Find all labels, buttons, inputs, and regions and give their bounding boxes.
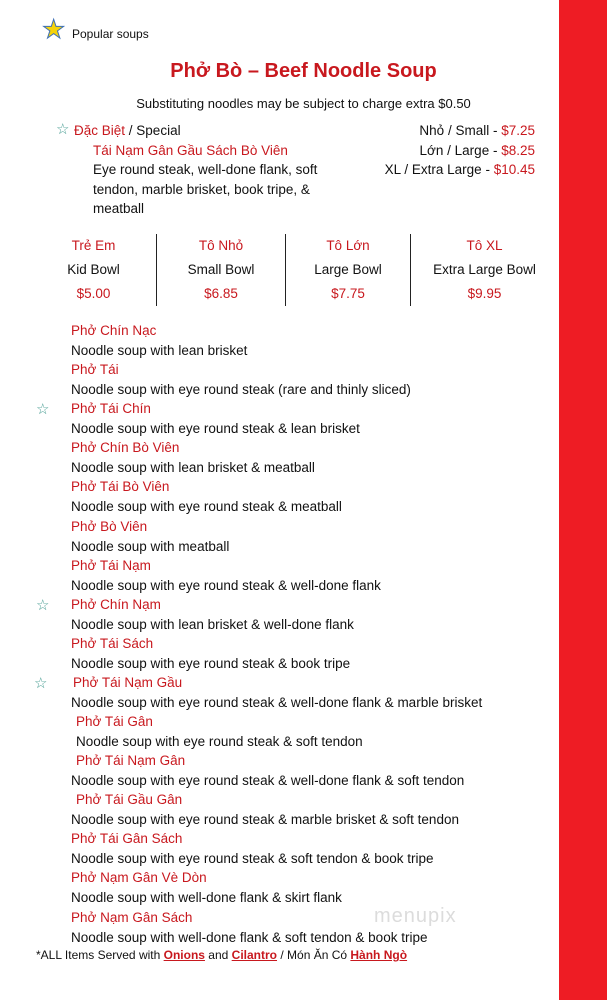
special-name-en: Special <box>136 123 181 138</box>
special-name-vi: Đặc Biệt <box>74 123 126 138</box>
item-description: Noodle soup with eye round steak (rare and thinly sliced) <box>71 382 411 397</box>
item-description: Noodle soup with eye round steak & soft tendon & book tripe <box>71 851 434 866</box>
item-description: Noodle soup with eye round steak & lean brisket <box>71 421 360 436</box>
item-description: Noodle soup with lean brisket & meatball <box>71 460 315 475</box>
star-icon: ★ <box>42 14 66 44</box>
item-name: Phở Tái Sách <box>71 636 154 651</box>
watermark: menupix <box>374 905 457 927</box>
item-description: Noodle soup with well-done flank & skirt flank <box>71 890 342 905</box>
item-description: Noodle soup with lean brisket & well-done flank <box>71 617 354 632</box>
item-name: Phở Nạm Gân Sách <box>71 910 193 925</box>
legend-text: Popular soups <box>72 27 149 41</box>
item-name: Phở Tái Chín <box>71 401 151 416</box>
item-description: Noodle soup with eye round steak & well-done flank <box>71 578 381 593</box>
substitution-note: Substituting noodles may be subject to charge extra $0.50 <box>136 96 471 111</box>
item-description: Noodle soup with meatball <box>71 539 230 554</box>
star-icon: ☆ <box>34 675 48 692</box>
item-name: Phở Tái Nạm Gầu <box>73 675 183 690</box>
item-name: Phở Chín Nạc <box>71 323 157 338</box>
cilantro-label: Cilantro <box>231 948 278 962</box>
item-description: Noodle soup with eye round steak & meatball <box>71 499 342 514</box>
special-size-small: Nhỏ / Small - $7.25 <box>419 123 535 138</box>
bowl-column-small: Tô Nhỏ Small Bowl $6.85 <box>187 238 255 301</box>
item-description: Noodle soup with eye round steak & soft tendon <box>76 734 363 749</box>
item-name: Phở Tái Gầu Gân <box>76 792 183 807</box>
onions-label: Onions <box>163 948 205 962</box>
bowl-column-xl: Tô XL Extra Large Bowl $9.95 <box>433 238 536 301</box>
item-name: Phở Tái Gân <box>76 714 153 729</box>
star-icon: ☆ <box>36 597 50 614</box>
hanh-ngo-label: Hành Ngò <box>350 948 408 962</box>
item-name: Phở Chín Bò Viên <box>71 440 180 455</box>
special-ingredients: Tái Nạm Gân Gầu Sách Bò Viên <box>93 143 288 158</box>
item-name: Phở Tái Gân Sách <box>71 831 183 846</box>
footer-note: *ALL Items Served with Onions and Cilantro / Món Ăn Có Hành Ngò <box>36 948 408 962</box>
item-name: Phở Tái Nạm <box>71 558 151 573</box>
item-description: Noodle soup with eye round steak & well-done flank & soft tendon <box>71 773 465 788</box>
special-name: Đặc Biệt / Special <box>74 123 181 138</box>
item-name: Phở Tái <box>71 362 119 377</box>
side-red-bar <box>559 0 607 1000</box>
column-divider <box>410 234 411 306</box>
special-description-line: tendon, marble brisket, book tripe, & <box>93 182 310 197</box>
item-description: Noodle soup with eye round steak & marble brisket & soft tendon <box>71 812 459 827</box>
bowl-column-large: Tô Lớn Large Bowl $7.75 <box>314 238 382 301</box>
special-description-line: meatball <box>93 201 145 216</box>
star-icon: ☆ <box>56 121 70 138</box>
column-divider <box>285 234 286 306</box>
item-description: Noodle soup with well-done flank & soft tendon & book tripe <box>71 930 428 945</box>
item-name: Phở Nạm Gân Vè Dòn <box>71 870 207 885</box>
special-size-xl: XL / Extra Large - $10.45 <box>384 162 535 177</box>
special-description-line: Eye round steak, well-done flank, soft <box>93 162 318 177</box>
item-name: Phở Tái Nạm Gân <box>76 753 186 768</box>
special-size-large: Lớn / Large - $8.25 <box>419 143 535 158</box>
item-description: Noodle soup with eye round steak & book tripe <box>71 656 351 671</box>
section-title: Phở Bò – Beef Noodle Soup <box>170 60 437 82</box>
item-description: Noodle soup with eye round steak & well-done flank & marble brisket <box>71 695 483 710</box>
item-name: Phở Tái Bò Viên <box>71 479 170 494</box>
column-divider <box>156 234 157 306</box>
item-description: Noodle soup with lean brisket <box>71 343 248 358</box>
item-name: Phở Bò Viên <box>71 519 148 534</box>
star-icon: ☆ <box>36 401 50 418</box>
item-name: Phở Chín Nạm <box>71 597 161 612</box>
bowl-column-kid: Trẻ Em Kid Bowl $5.00 <box>67 238 120 301</box>
